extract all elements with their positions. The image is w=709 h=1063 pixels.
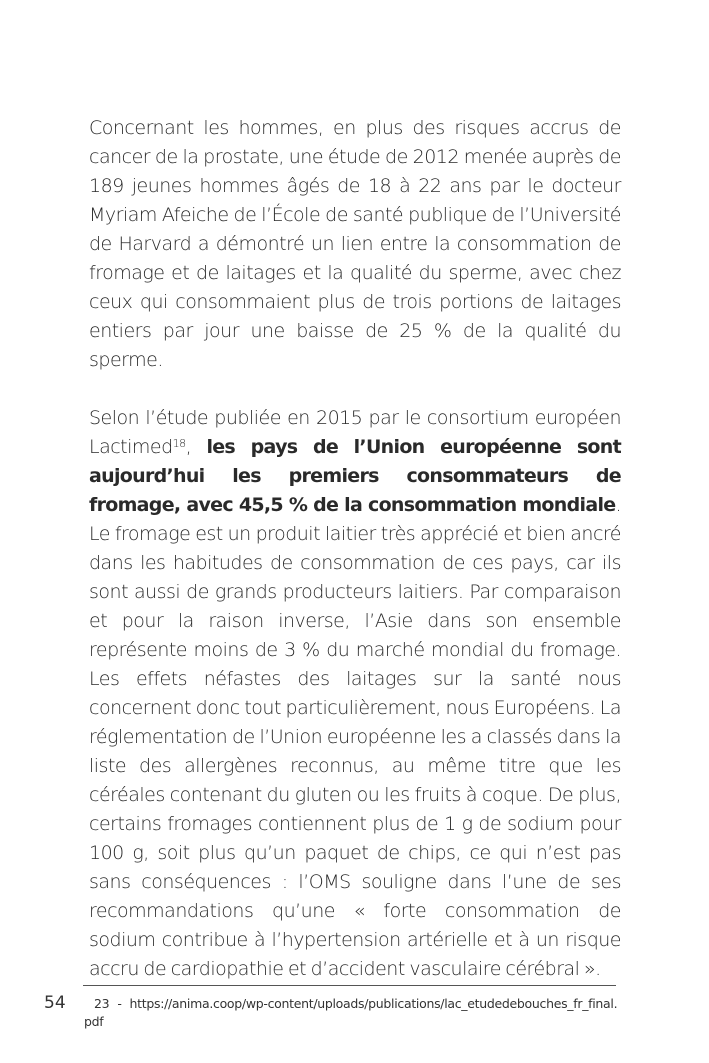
paragraph-men-health: Concernant les hommes, en plus des risques accrus de cancer de la prostate, une étude de 2012 menée auprès de 189 jeunes hommes âgés de 18 à 22 ans par le docteur Myriam Afeiche de l’École de santé publique de l’Université de Harvard a démontré un lien entre la consommation de fromage et de laitages et la qualité du sperme, avec chez ceux qui consommaient plus de trois portions de laitages entiers par jour une baisse de 25 % de la qualité du sperme. xyxy=(89,117,621,371)
footnote-number: 23 xyxy=(94,996,110,1011)
paragraph-intro: Selon l’étude publiée en 2015 par le consortium européen Lactimed xyxy=(89,407,621,458)
paragraph-rest: . Le fromage est un produit laitier très apprécié et bien ancré dans les habitudes de consommation de ces pays, car ils sont aussi de grands producteurs laitiers. Par comparaison et pour la raison inverse, l’Asie dans son ensemble représente moins de 3 % du marché mondial du fromage. Les effets néfastes des laitages sur la santé nous concernent donc tout particulièrement, nous Européens. La réglementation de l’Union européenne les a classés dans la liste des allergènes reconnus, au même titre que les céréales contenant du gluten ou les fruits à coque. De plus, certains fromages contiennent plus de 1 g de sodium pour 100 g, soit plus qu’un paquet de chips, ce qui n’est pas sans conséquences : l’OMS souligne dans l’une de ses recommandations qu’une « forte consommation de sodium contribue à l’hypertension artérielle et à un risque accru de cardiopathie et d’accident vasculaire cérébral ». xyxy=(89,494,621,980)
footnote-separator: - xyxy=(117,996,122,1011)
footnote xyxy=(84,995,624,1031)
footnote-reference[interactable]: 18 xyxy=(172,437,186,450)
paragraph-comma: , xyxy=(185,436,207,458)
paragraph-eu-consumption xyxy=(89,404,621,984)
footnote-divider xyxy=(83,985,616,986)
bold-highlight: les pays de l’Union européenne sont aujourd’hui les premiers consommateurs de fromage, avec 45,5 % de la consommation mondiale xyxy=(89,436,621,516)
footnote-link[interactable]: https://anima.coop/wp-content/uploads/publications/lac_etudedebouches_fr_final.pdf xyxy=(84,996,618,1029)
page-number: 54 xyxy=(44,993,66,1013)
main-text xyxy=(89,114,621,984)
